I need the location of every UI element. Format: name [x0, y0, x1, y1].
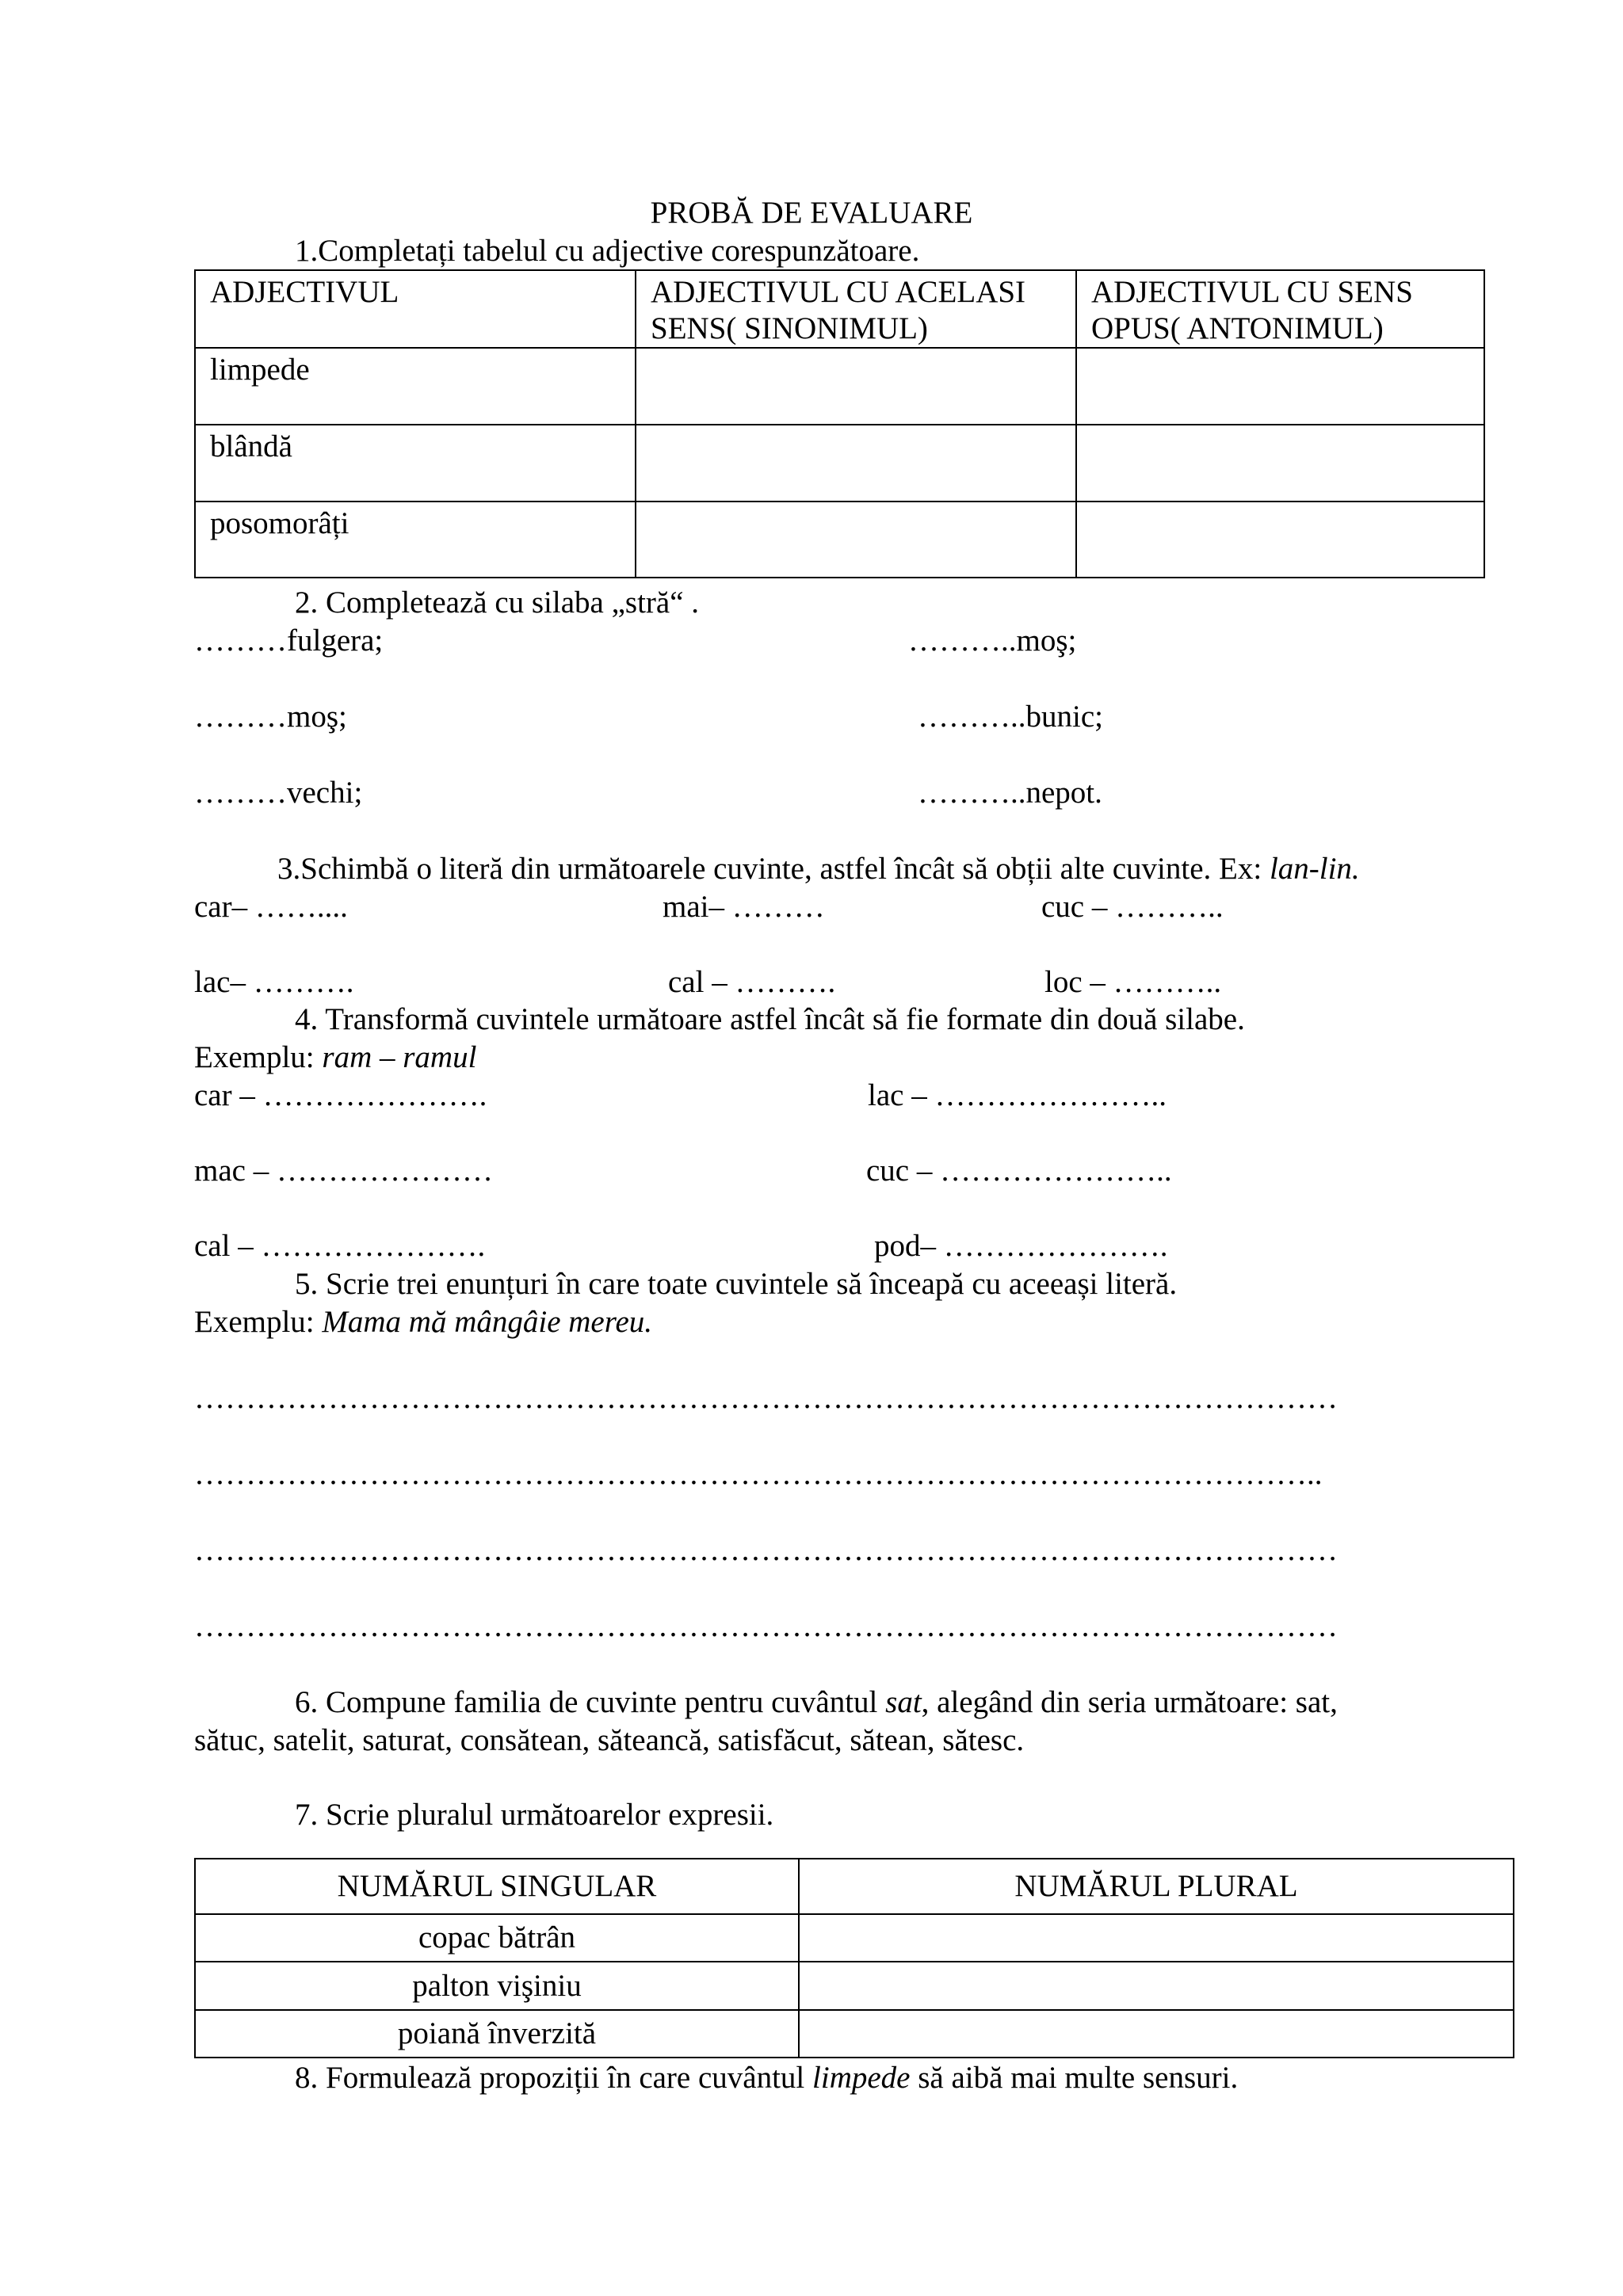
ex3-prompt-text: 3.Schimbă o literă din următoarele cuvinte, astfel încât să obții alte cuvinte. Ex:: [277, 852, 1270, 886]
ex2-right-item: ………..moş;: [908, 624, 1077, 658]
answer-line[interactable]: …………………………………………………………………………………………………: [194, 1381, 1338, 1415]
ex3-prompt: [277, 851, 1360, 887]
adjective-cell: limpede: [195, 348, 636, 425]
ex8-prompt: [295, 2060, 1238, 2096]
plural-table-header: [195, 1859, 1514, 1914]
answer-line[interactable]: ………………………………………………………………………………………………..: [194, 1457, 1323, 1491]
ex2-right-item: ………..bunic;: [918, 700, 1103, 734]
singular-cell: poiană înverzită: [195, 2010, 799, 2058]
ex5-example-text: Mama mă mângâie mereu.: [322, 1305, 653, 1339]
header-plural: NUMĂRUL PLURAL: [799, 1859, 1514, 1914]
ex4-left-item: mac – …………………: [194, 1154, 493, 1188]
header-antonym: ADJECTIVUL CU SENS OPUS( ANTONIMUL): [1076, 270, 1484, 348]
ex4-left-item: car – ………………….: [194, 1078, 487, 1112]
plural-cell[interactable]: [799, 2010, 1514, 2058]
ex4-right-item: pod– ………………….: [874, 1229, 1168, 1263]
ex4-right-item: lac – …………………..: [868, 1078, 1167, 1112]
ex3-item: lac– ……….: [194, 965, 354, 999]
ex6-word: sat: [885, 1685, 922, 1719]
adjective-cell: blândă: [195, 425, 636, 502]
ex2-left-item: ………fulgera;: [194, 624, 384, 658]
ex5-example: [194, 1304, 652, 1341]
ex2-left-item: ………vechi;: [194, 776, 363, 810]
adjective-table: [194, 269, 1485, 578]
table-row: [195, 1914, 1514, 1962]
ex7-prompt: 7. Scrie pluralul următoarelor expresii.: [295, 1798, 774, 1832]
synonym-cell[interactable]: [636, 502, 1076, 578]
header-singular: NUMĂRUL SINGULAR: [195, 1859, 799, 1914]
ex5-prompt: 5. Scrie trei enunțuri în care toate cuvintele să înceapă cu aceeași literă.: [295, 1267, 1178, 1301]
adjective-cell: posomorâți: [195, 502, 636, 578]
table-row: [195, 348, 1484, 425]
ex1-prompt: 1.Completați tabelul cu adjective corespunzătoare.: [295, 234, 920, 268]
antonym-cell[interactable]: [1076, 348, 1484, 425]
adjective-table-header: [195, 270, 1484, 348]
ex2-left-item: ………moş;: [194, 700, 347, 734]
answer-line[interactable]: …………………………………………………………………………………………………: [194, 1533, 1338, 1567]
singular-cell: copac bătrân: [195, 1914, 799, 1962]
ex4-example: [194, 1039, 476, 1076]
answer-line[interactable]: …………………………………………………………………………………………………: [194, 1609, 1338, 1643]
synonym-cell[interactable]: [636, 348, 1076, 425]
ex5-example-label: Exemplu:: [194, 1305, 323, 1339]
ex3-item: loc – ………..: [1044, 965, 1222, 999]
ex4-right-item: cuc – …………………..: [866, 1154, 1172, 1188]
ex4-prompt: 4. Transformă cuvintele următoare astfel încât să fie formate din două silabe.: [295, 1002, 1245, 1036]
ex4-example-label: Exemplu:: [194, 1040, 323, 1074]
page-title: PROBĂ DE EVALUARE: [650, 196, 973, 230]
ex8-word: limpede: [812, 2061, 911, 2095]
ex3-item: car– ……....: [194, 890, 348, 924]
singular-cell: palton vişiniu: [195, 1962, 799, 2010]
synonym-cell[interactable]: [636, 425, 1076, 502]
ex6-text-b: , alegând din seria următoare: sat,: [921, 1685, 1338, 1719]
table-row: [195, 1962, 1514, 2010]
table-row: [195, 502, 1484, 578]
ex4-left-item: cal – ………………….: [194, 1229, 486, 1263]
ex2-prompt: 2. Completează cu silaba „stră“ .: [295, 585, 700, 620]
plural-table: [194, 1858, 1514, 2058]
plural-cell[interactable]: [799, 1914, 1514, 1962]
ex8-text-b: să aibă mai multe sensuri.: [910, 2061, 1239, 2095]
ex6-line1: [295, 1684, 1338, 1721]
ex3-example: lan-lin.: [1269, 852, 1360, 886]
table-row: [195, 425, 1484, 502]
ex4-example-text: ram – ramul: [322, 1040, 477, 1074]
header-synonym: ADJECTIVUL CU ACELASI SENS( SINONIMUL): [636, 270, 1076, 348]
ex8-text-a: 8. Formulează propoziții în care cuvântul: [295, 2061, 813, 2095]
table-row: [195, 2010, 1514, 2058]
antonym-cell[interactable]: [1076, 425, 1484, 502]
ex3-item: cuc – ………..: [1041, 890, 1224, 924]
header-adjective: ADJECTIVUL: [195, 270, 636, 348]
ex6-line2: sătuc, satelit, saturat, consătean, săteancă, satisfăcut, sătean, sătesc.: [194, 1723, 1025, 1757]
ex3-item: mai– ………: [663, 890, 825, 924]
antonym-cell[interactable]: [1076, 502, 1484, 578]
ex6-text-a: 6. Compune familia de cuvinte pentru cuvântul: [295, 1685, 886, 1719]
ex2-right-item: ………..nepot.: [918, 776, 1102, 810]
ex3-item: cal – ……….: [668, 965, 836, 999]
plural-cell[interactable]: [799, 1962, 1514, 2010]
